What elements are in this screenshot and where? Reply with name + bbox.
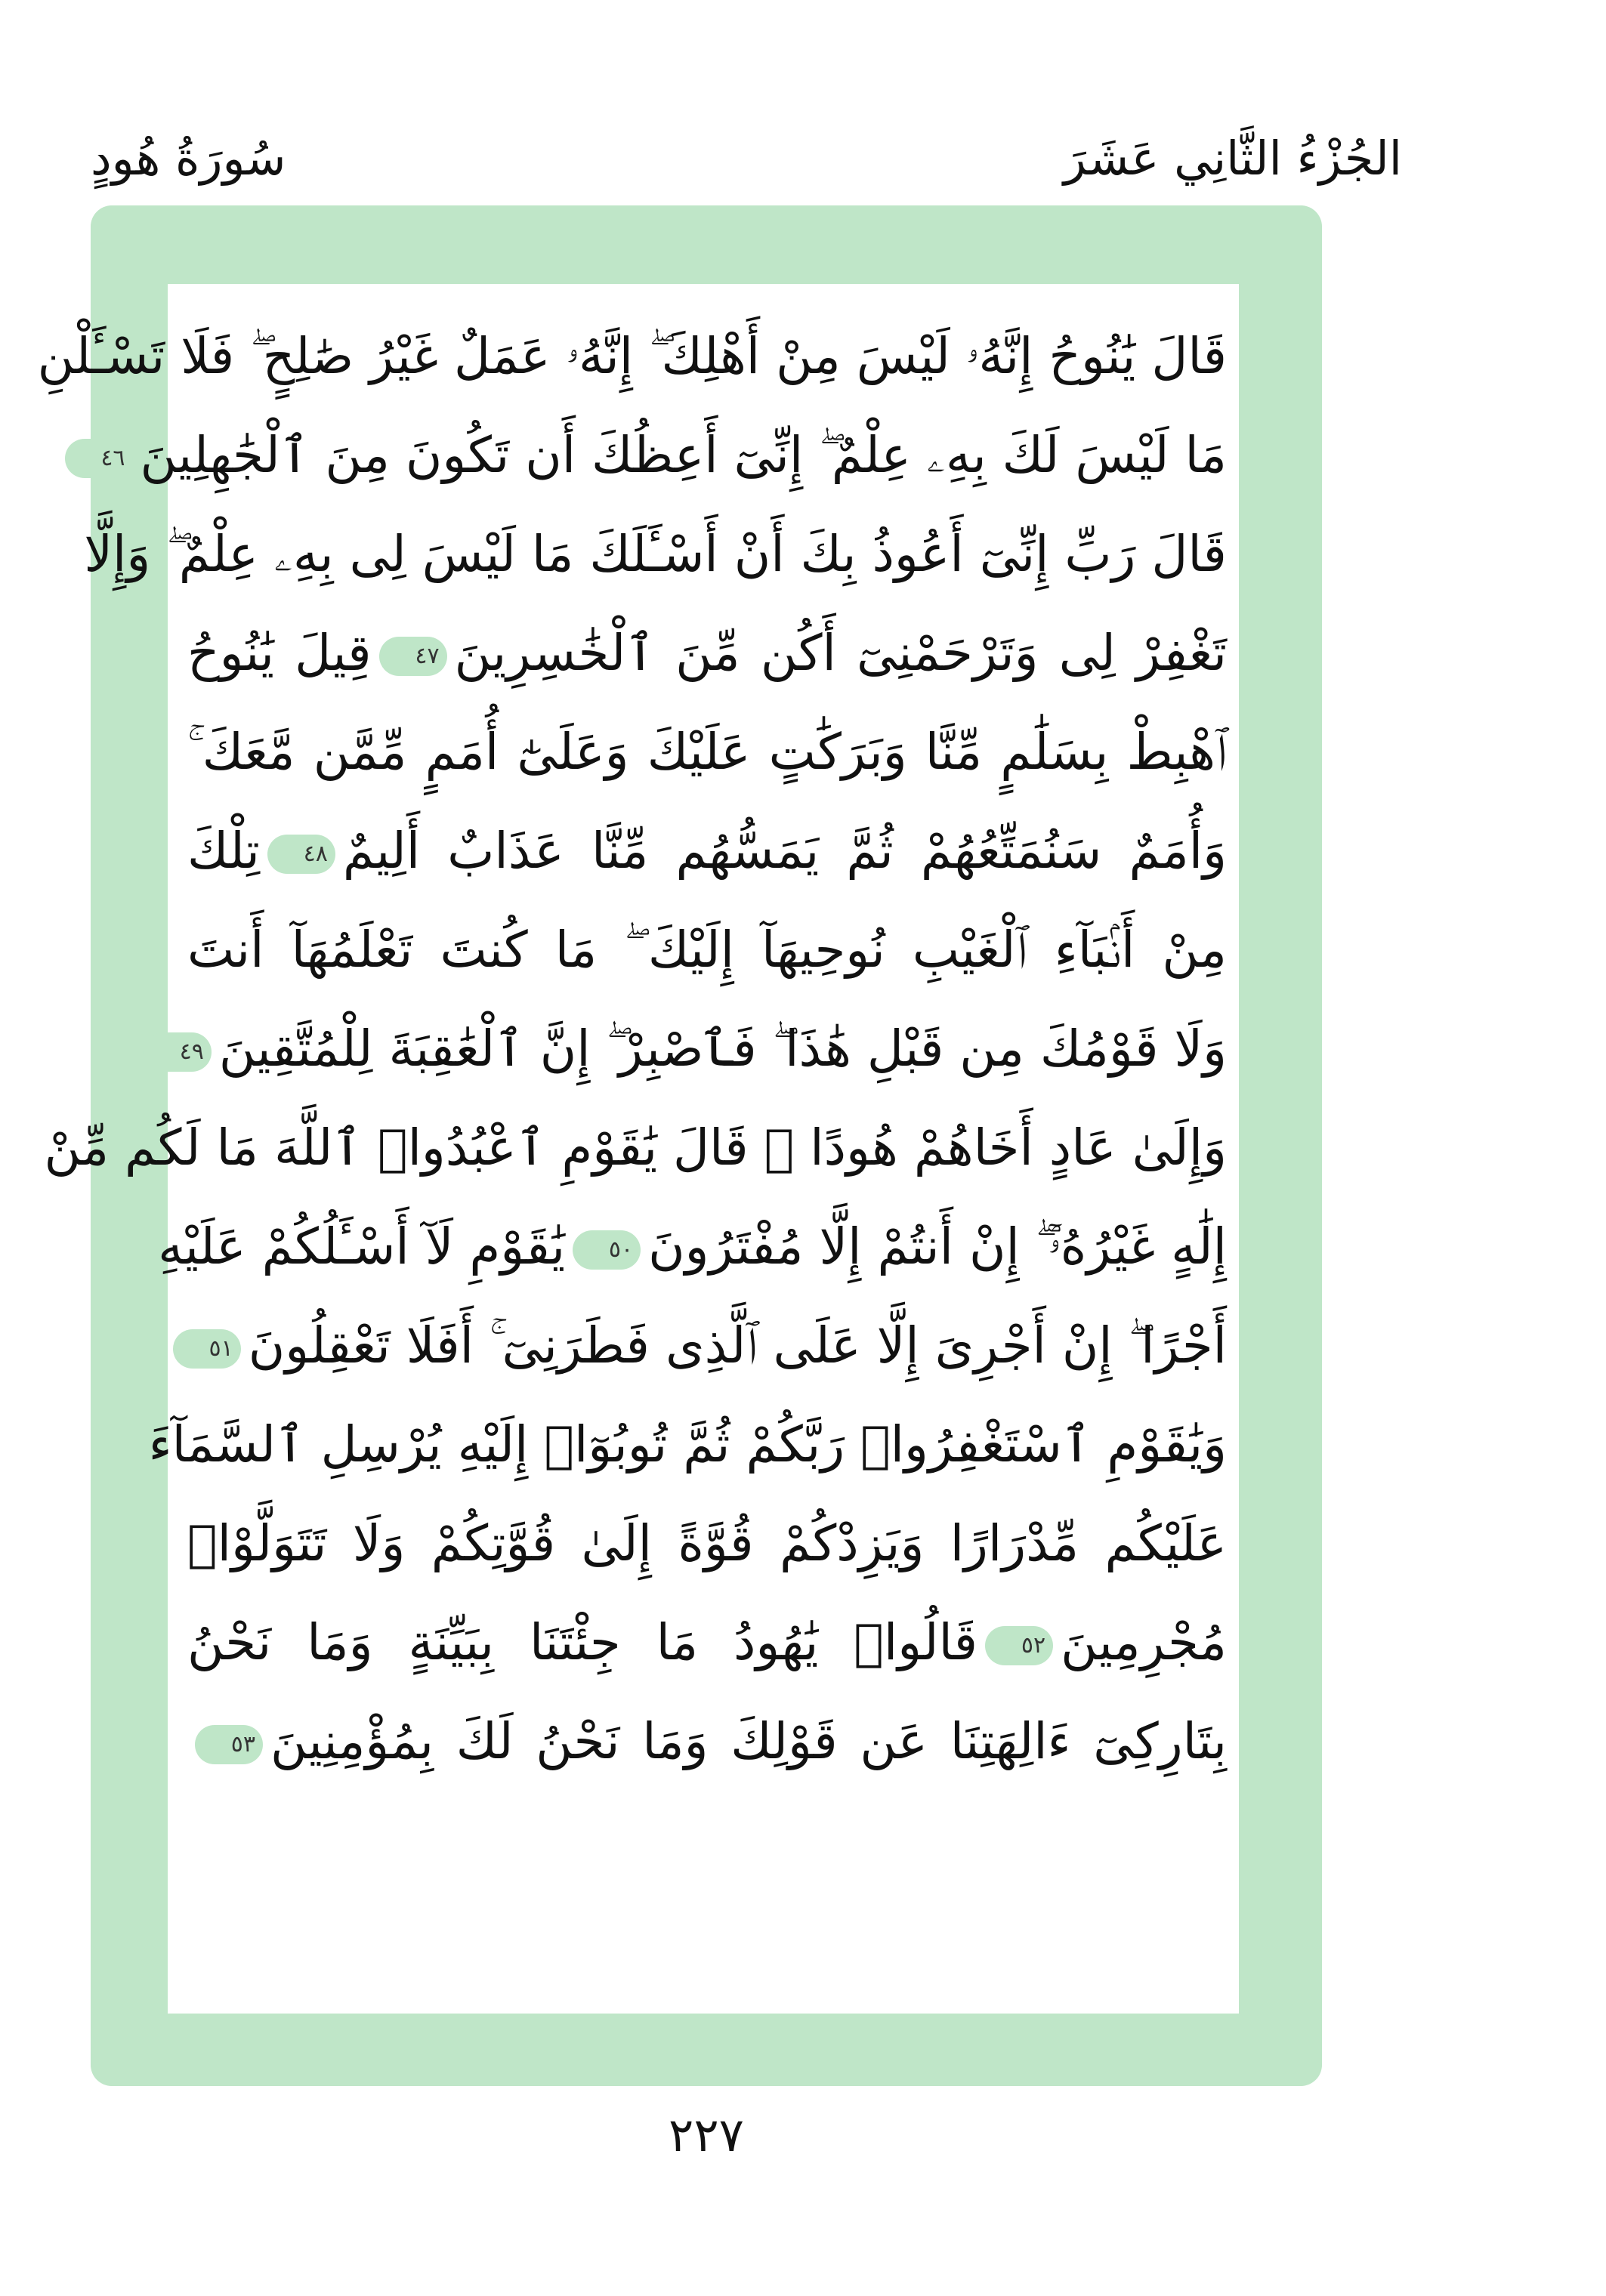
text-line-13: عَلَيْكُم مِّدْرَارًا وَيَزِدْكُمْ قُوَّةً إِلَىٰ قُوَّتِكُمْ وَلَا تَتَوَلَّوْا۟ — [187, 1514, 1227, 1572]
quran-text — [37, 307, 1227, 1791]
text-line-12: وَيَٰقَوْمِ ٱسْتَغْفِرُوا۟ رَبَّكُمْ ثُمَّ تُوبُوٓا۟ إِلَيْهِ يُرْسِلِ ٱلسَّمَآءَ — [148, 1415, 1227, 1474]
juz-name: الجُزْءُ الثَّانِي عَشَرَ — [1063, 131, 1402, 186]
ayah-number: ٥٠ — [573, 1230, 641, 1270]
ayah-number: ٤٨ — [267, 835, 335, 874]
text-line-6: وَأُمَمٌ سَنُمَتِّعُهُمْ ثُمَّ يَمَسُّهُم مِّنَّا عَذَابٌ أَلِيمٌ٤٨تِلْكَ — [187, 822, 1227, 880]
text-line-10: إِلَٰهٍ غَيْرُهُۥٓ ۖ إِنْ أَنتُمْ إِلَّا مُفْتَرُونَ٥٠يَٰقَوْمِ لَآ أَسْـَٔلُكُمْ عَلَيْهِ — [158, 1217, 1227, 1276]
text-line-15: بِتَارِكِىٓ ءَالِهَتِنَا عَن قَوْلِكَ وَمَا نَحْنُ لَكَ بِمُؤْمِنِينَ٥٣ — [187, 1692, 1227, 1791]
ayah-number: ٤٦ — [65, 439, 133, 478]
text-line-9: وَإِلَىٰ عَادٍ أَخَاهُمْ هُودًا ۚ قَالَ يَٰقَوْمِ ٱعْبُدُوا۟ ٱللَّهَ مَا لَكُم مِّنْ — [44, 1119, 1227, 1177]
page-number: ٢٢٧ — [669, 2107, 744, 2162]
text-line-7: مِنْ أَنۢبَآءِ ٱلْغَيْبِ نُوحِيهَآ إِلَيْكَ ۖ مَا كُنتَ تَعْلَمُهَآ أَنتَ — [187, 921, 1227, 979]
ayah-number: ٤٧ — [379, 637, 447, 676]
text-line-3: قَالَ رَبِّ إِنِّىٓ أَعُوذُ بِكَ أَنْ أَسْـَٔلَكَ مَا لَيْسَ لِى بِهِۦ عِلْمٌ ۖ وَإِلَّا — [84, 525, 1227, 583]
ayah-number: ٥٢ — [985, 1626, 1053, 1665]
ayah-number: ٥١ — [173, 1329, 241, 1369]
text-line-5: ٱهْبِطْ بِسَلَٰمٍ مِّنَّا وَبَرَكَٰتٍ عَلَيْكَ وَعَلَىٰٓ أُمَمٍ مِّمَّن مَّعَكَ ۚ — [187, 723, 1227, 781]
surah-name: سُورَةُ هُودٍ — [91, 131, 286, 186]
text-line-14: مُجْرِمِينَ٥٢قَالُوا۟ يَٰهُودُ مَا جِئْتَنَا بِبَيِّنَةٍ وَمَا نَحْنُ — [187, 1613, 1227, 1671]
text-line-8: وَلَا قَوْمُكَ مِن قَبْلِ هَٰذَا ۖ فَٱصْبِرْ ۖ إِنَّ ٱلْعَٰقِبَةَ لِلْمُتَّقِينَ٤٩ — [187, 999, 1227, 1098]
text-line-1: قَالَ يَٰنُوحُ إِنَّهُۥ لَيْسَ مِنْ أَهْلِكَ ۖ إِنَّهُۥ عَمَلٌ غَيْرُ صَٰلِحٍ ۖ فَلَا تَسْـَٔلْنِ — [37, 327, 1227, 385]
ayah-number: ٥٣ — [195, 1725, 263, 1764]
text-line-11: أَجْرًا ۖ إِنْ أَجْرِىَ إِلَّا عَلَى ٱلَّذِى فَطَرَنِىٓ ۚ أَفَلَا تَعْقِلُونَ٥١ — [187, 1296, 1227, 1395]
text-line-2: مَا لَيْسَ لَكَ بِهِۦ عِلْمٌ ۖ إِنِّىٓ أَعِظُكَ أَن تَكُونَ مِنَ ٱلْجَٰهِلِينَ٤٦ — [187, 406, 1227, 505]
text-line-4: تَغْفِرْ لِى وَتَرْحَمْنِىٓ أَكُن مِّنَ ٱلْخَٰسِرِينَ٤٧قِيلَ يَٰنُوحُ — [187, 624, 1227, 682]
ayah-number: ٤٩ — [144, 1032, 212, 1072]
